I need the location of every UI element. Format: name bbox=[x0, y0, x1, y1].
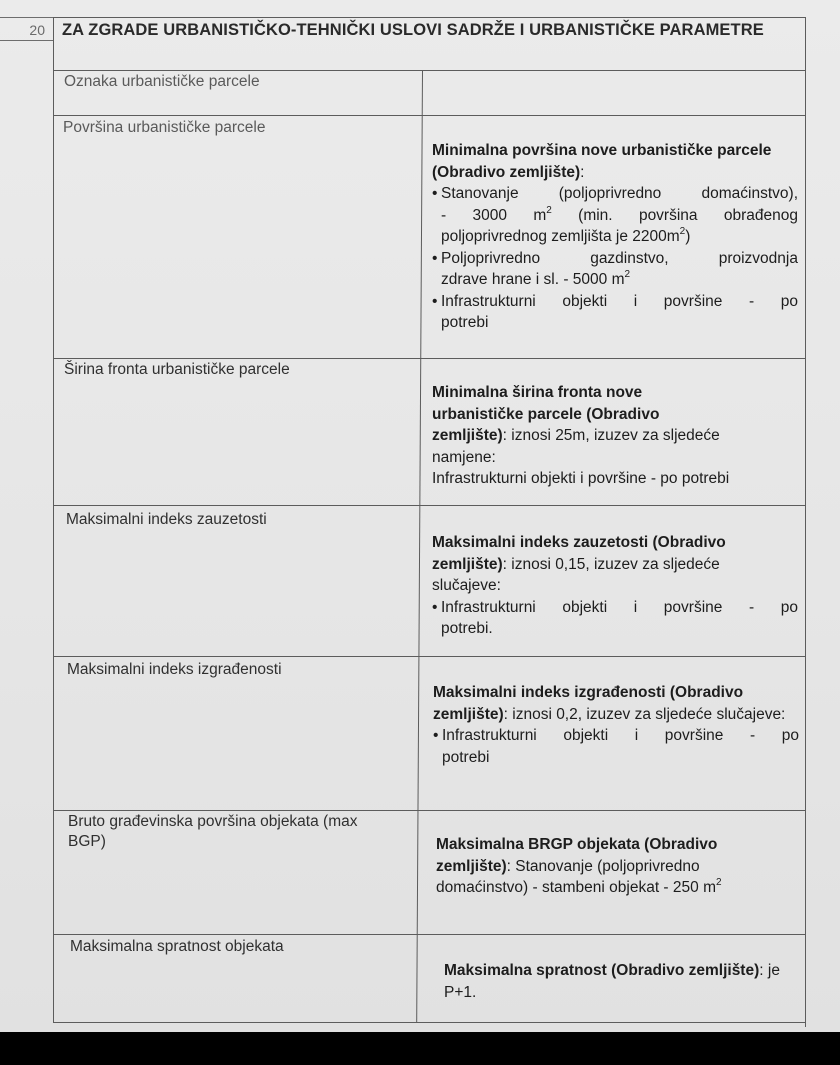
row-divider bbox=[53, 810, 805, 811]
row-label-indeks-zauzetosti: Maksimalni indeks zauzetosti bbox=[66, 511, 267, 528]
row-label-spratnost: Maksimalna spratnost objekata bbox=[70, 938, 284, 955]
content-spratnost: Maksimalna spratnost (Obradivo zemljište): je P+1. bbox=[444, 962, 780, 1001]
bullet-item: • Poljoprivredno gazdinstvo, proizvodnja zdrave hrane i sl. - 5000 $m^2$ bbox=[432, 249, 798, 288]
row-number: 20 bbox=[0, 17, 53, 41]
content-povrsina bbox=[432, 140, 798, 334]
row-divider bbox=[53, 115, 805, 116]
table-bottom-border bbox=[53, 1022, 805, 1023]
row-divider bbox=[53, 70, 805, 71]
bullet-item: • Infrastrukturni objekti i površine - po potrebi bbox=[432, 292, 798, 331]
bullet-item: • Stanovanje (poljoprivredno domaćinstvo), - 3000 $m^2$ (min. površina obrađenog poljoprivrednog zemljišta je $2200m^2$) bbox=[432, 185, 798, 245]
row-label-bgp: Bruto građevinska površina objekata (max BGP) bbox=[68, 813, 358, 850]
table-top-border bbox=[53, 17, 805, 18]
row-label-sirina-fronta: Širina fronta urbanističke parcele bbox=[64, 361, 290, 378]
row-divider bbox=[53, 505, 805, 506]
content-brgp: Maksimalna BRGP objekata (Obradivo zemljište): Stanovanje (poljoprivredno domaćinstvo) - stambeni objekat - 250 $m^2$ bbox=[436, 836, 722, 896]
bullet-item: • Infrastrukturni objekti i površine - po potrebi. bbox=[432, 598, 798, 637]
row-divider bbox=[53, 934, 805, 935]
row-label-oznaka: Oznaka urbanističke parcele bbox=[64, 73, 260, 90]
content-sirina-fronta: Minimalna širina fronta nove urbanističke parcele (Obradivo zemljište): iznosi 25m, izuzev za sljedeće namjene: Infrastrukturni objekti i površine - po potrebi bbox=[432, 384, 730, 487]
bullet-item: • Infrastrukturni objekti i površine - po potrebi bbox=[433, 727, 799, 766]
bottom-black-bar bbox=[0, 1032, 840, 1065]
row-label-indeks-izgradjenosti: Maksimalni indeks izgrađenosti bbox=[67, 661, 282, 678]
table-left-border bbox=[53, 17, 54, 1023]
content-indeks-izgradjenosti: Maksimalni indeks izgrađenosti (Obradivo zemljište): iznosi 0,2, izuzev za sljedeće slučajeve: • Infrastrukturni objekti i površine - po potrebi bbox=[433, 682, 799, 768]
row-label-povrsina: Površina urbanističke parcele bbox=[63, 119, 266, 136]
content-indeks-zauzetosti: Maksimalni indeks zauzetosti (Obradivo zemljište): iznosi 0,15, izuzev za sljedeće slučajeve: • Infrastrukturni objekti i površine - po potrebi. bbox=[432, 532, 798, 640]
content-title: Minimalna površina nove urbanističke parcele (Obradivo zemljište): bbox=[432, 142, 772, 181]
row-divider bbox=[53, 656, 805, 657]
column-divider bbox=[416, 70, 423, 1023]
table-header: ZA ZGRADE URBANISTIČKO-TEHNIČKI USLOVI SADRŽE I URBANISTIČKE PARAMETRE bbox=[62, 21, 764, 39]
row-divider bbox=[53, 358, 805, 359]
table-right-border bbox=[805, 17, 806, 1027]
